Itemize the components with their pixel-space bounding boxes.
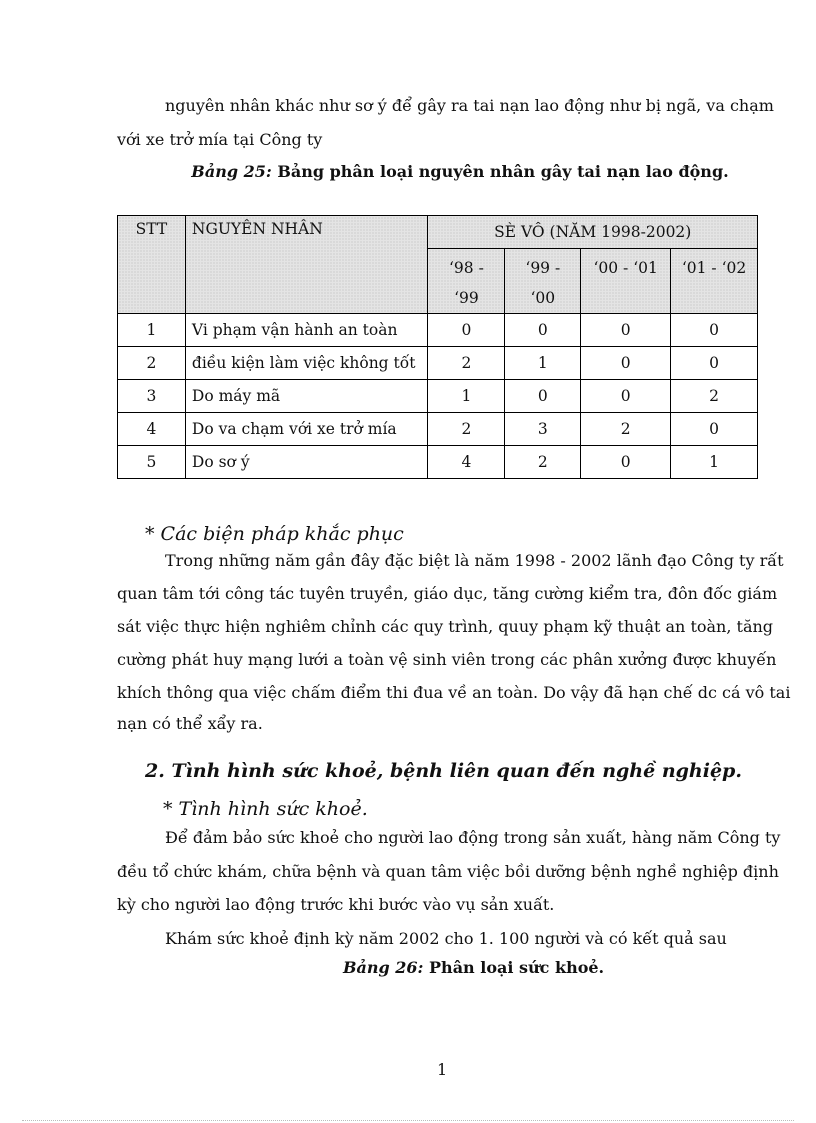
table25-caption-text: Bảng phân loại nguyên nhân gây tai nạn lao động. xyxy=(271,162,729,181)
page-number: 1 xyxy=(437,1060,448,1079)
cell-cause: Do va chạm với xe trở mía xyxy=(185,413,428,446)
col-header-year: ‘00 - ‘01 xyxy=(581,249,671,314)
cell-value: 2 xyxy=(428,347,505,380)
subheading-measures: * Các biện pháp khắc phục xyxy=(145,523,404,545)
measures-line: sát việc thực hiện nghiêm chỉnh các quy trình, quuy phạm kỹ thuật an toàn, tăng xyxy=(117,617,774,636)
cell-value: 1 xyxy=(671,446,758,479)
cell-value: 0 xyxy=(581,446,671,479)
cell-value: 2 xyxy=(505,446,581,479)
table-row xyxy=(118,380,758,413)
intro-line-2: với xe trở mía tại Công ty xyxy=(117,130,323,149)
cell-stt: 5 xyxy=(118,446,186,479)
cell-value: 0 xyxy=(428,314,505,347)
table26-caption-label: Bảng 26: xyxy=(343,958,424,977)
cell-value: 0 xyxy=(581,347,671,380)
table-row xyxy=(118,446,758,479)
page-bottom-rule xyxy=(22,1120,794,1121)
cell-stt: 4 xyxy=(118,413,186,446)
exam-line: Khám sức khoẻ định kỳ năm 2002 cho 1. 100 người và có kết quả sau xyxy=(165,929,727,948)
cell-value: 0 xyxy=(581,314,671,347)
section-heading: 2. Tình hình sức khoẻ, bệnh liên quan đến nghề nghiệp. xyxy=(145,760,742,782)
cell-value: 3 xyxy=(505,413,581,446)
cell-value: 0 xyxy=(505,380,581,413)
cell-stt: 2 xyxy=(118,347,186,380)
measures-line: cường phát huy mạng lưới a toàn vệ sinh viên trong các phân xưởng được khuyến xyxy=(117,650,777,669)
col-header-cause: NGUYÊN NHÂN xyxy=(185,216,428,314)
health-line: Để đảm bảo sức khoẻ cho người lao động trong sản xuất, hàng năm Công ty xyxy=(165,828,781,847)
cell-cause: Do sơ ý xyxy=(185,446,428,479)
table25-caption-label: Bảng 25: xyxy=(191,162,272,181)
cell-value: 2 xyxy=(671,380,758,413)
cell-cause: Vi phạm vận hành an toàn xyxy=(185,314,428,347)
col-header-year: ‘01 - ‘02 xyxy=(671,249,758,314)
col-header-group: SÈ VÔ (NĂM 1998-2002) xyxy=(428,216,758,249)
measures-line: khích thông qua việc chấm điểm thi đua về an toàn. Do vậy đã hạn chế dc cá vô tai xyxy=(117,683,791,702)
cell-value: 0 xyxy=(671,413,758,446)
table26-caption xyxy=(343,958,604,978)
table26-caption-text: Phân loại sức khoẻ. xyxy=(423,958,605,977)
accident-cause-table xyxy=(117,215,758,479)
cell-value: 0 xyxy=(581,380,671,413)
col-header-year: ‘98 - ‘99 xyxy=(428,249,505,314)
cell-value: 0 xyxy=(671,347,758,380)
table-row xyxy=(118,413,758,446)
measures-line: nạn có thể xẩy ra. xyxy=(117,714,263,733)
table-row xyxy=(118,347,758,380)
intro-line-1: nguyên nhân khác như sơ ý để gây ra tai nạn lao động như bị ngã, va chạm xyxy=(165,96,774,115)
cell-value: 1 xyxy=(428,380,505,413)
col-header-year: ‘99 - ‘00 xyxy=(505,249,581,314)
cell-stt: 1 xyxy=(118,314,186,347)
subheading-health: * Tình hình sức khoẻ. xyxy=(163,798,368,820)
health-line: đều tổ chức khám, chữa bệnh và quan tâm việc bồi dưỡng bệnh nghề nghiệp định xyxy=(117,862,779,881)
cell-value: 4 xyxy=(428,446,505,479)
cell-cause: Do máy mã xyxy=(185,380,428,413)
measures-line: Trong những năm gần đây đặc biệt là năm 1998 - 2002 lãnh đạo Công ty rất xyxy=(165,551,784,570)
cell-value: 0 xyxy=(505,314,581,347)
health-line: kỳ cho người lao động trước khi bước vào vụ sản xuất. xyxy=(117,895,555,914)
cell-value: 1 xyxy=(505,347,581,380)
table-row xyxy=(118,314,758,347)
col-header-stt: STT xyxy=(118,216,186,314)
cell-cause: điều kiện làm việc không tốt xyxy=(185,347,428,380)
cell-value: 2 xyxy=(581,413,671,446)
table25-caption xyxy=(0,162,816,182)
cell-value: 2 xyxy=(428,413,505,446)
measures-line: quan tâm tới công tác tuyên truyền, giáo dục, tăng cường kiểm tra, đôn đốc giám xyxy=(117,584,778,603)
cell-value: 0 xyxy=(671,314,758,347)
cell-stt: 3 xyxy=(118,380,186,413)
